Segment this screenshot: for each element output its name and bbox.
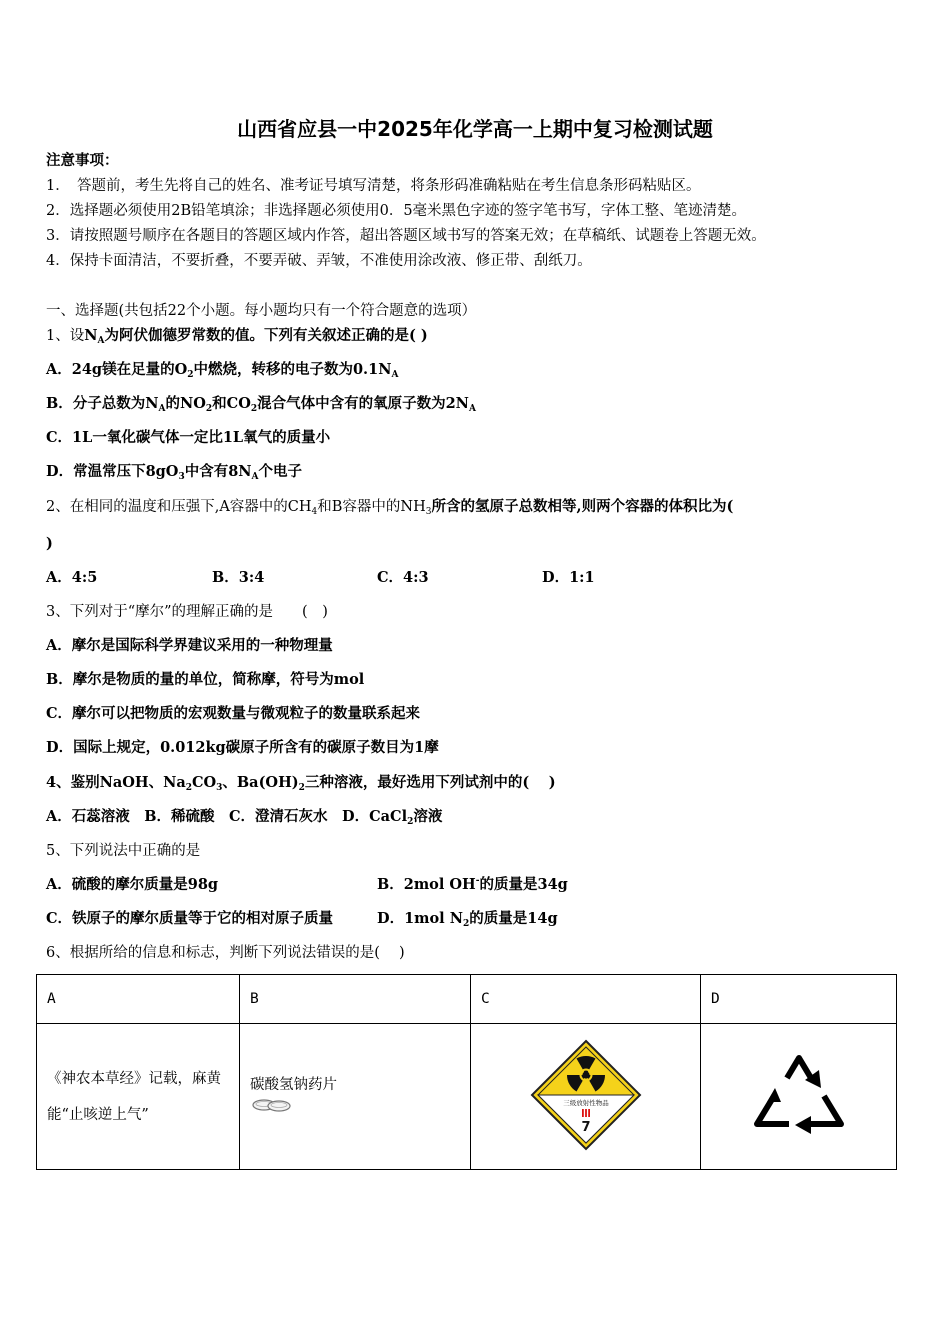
q5-stem: 5、下列说法中正确的是 bbox=[46, 843, 201, 859]
q1-option-c: C．1L一氧化碳气体一定比1L氧气的质量小 bbox=[46, 429, 331, 446]
q6-header-b: B bbox=[240, 975, 471, 1024]
q6-cell-b bbox=[240, 1024, 471, 1170]
q6-stem: 6、根据所给的信息和标志，判断下列说法错误的是( ) bbox=[46, 945, 405, 961]
q6-table-body-row bbox=[37, 1024, 897, 1170]
q6-cell-b-text: 碳酸氢钠药片 bbox=[250, 1077, 337, 1093]
q2-option-a: A．4:5 bbox=[46, 569, 98, 586]
recycle-icon bbox=[749, 1050, 849, 1140]
q5-option-c: C．铁原子的摩尔质量等于它的相对原子质量 bbox=[46, 910, 334, 927]
q2-stem: 2、在相同的温度和压强下,A容器中的$CH_4$和B容器中的$NH_3$所含的氢原子总数相等,则两个容器的体积比为( bbox=[46, 498, 734, 517]
q6-header-d: D bbox=[701, 975, 897, 1024]
q5-option-a: A．硫酸的摩尔质量是98g bbox=[46, 876, 219, 893]
q1-option-d: D．常温常压下$8gO_3$中含有$8N_A$个电子 bbox=[46, 463, 303, 482]
notice-item-4: 4．保持卡面清洁，不要折叠，不要弄破、弄皱，不准使用涂改液、修正带、刮纸刀。 bbox=[46, 253, 592, 269]
pills-icon bbox=[250, 1094, 294, 1116]
q5-option-d: D．1mol $N_2$的质量是14g bbox=[377, 910, 558, 929]
q1-stem: 1、设$N_A$为阿伏伽德罗常数的值。下列有关叙述正确的是( ) bbox=[46, 327, 428, 346]
q6-cell-a: 《神农本草经》记载，麻黄能“止咳逆上气” bbox=[37, 1024, 240, 1170]
notice-item-3: 3．请按照题号顺序在各题目的答题区域内作答，超出答题区域书写的答案无效；在草稿纸、试题卷上答题无效。 bbox=[46, 228, 766, 244]
q3-option-a: A．摩尔是国际科学界建议采用的一种物理量 bbox=[46, 637, 333, 654]
q4-options: A．石蕊溶液 B．稀硫酸 C．澄清石灰水 D．CaCl$_2$溶液 bbox=[46, 808, 443, 827]
hazard-sign-label: 三级放射性物品 bbox=[562, 1098, 609, 1107]
notice-item-2: 2．选择题必须使用2B铅笔填涂；非选择题必须使用0．5毫米黑色字迹的签字笔书写，字体工整、笔迹清楚。 bbox=[46, 203, 747, 219]
q2-option-b: B．3:4 bbox=[212, 569, 265, 586]
q6-cell-d bbox=[701, 1024, 897, 1170]
q3-option-d: D．国际上规定，0.012kg碳原子所含有的碳原子数目为1摩 bbox=[46, 739, 439, 756]
q1-option-a: A．24g镁在足量的$O_2$中燃烧，转移的电子数为$0.1N_A$ bbox=[46, 361, 399, 380]
q6-header-a: A bbox=[37, 975, 240, 1024]
q5-option-b: B．2mol OH-的质量是34g bbox=[377, 876, 568, 893]
q2-option-d: D．1:1 bbox=[542, 569, 595, 586]
q2-stem-cont: ) bbox=[46, 535, 53, 552]
q3-stem: 3、下列对于“摩尔”的理解正确的是 ( ) bbox=[46, 604, 328, 620]
radioactive-hazard-sign-icon bbox=[529, 1038, 643, 1152]
notice-heading: 注意事项： bbox=[46, 152, 119, 169]
hazard-class-number: 7 bbox=[580, 1119, 591, 1135]
q4-stem: 4、鉴别NaOH、$Na_2CO_3$、$Ba(OH)_2$三种溶液，最好选用下列试剂中的( ) bbox=[46, 774, 556, 793]
q1-option-b: B．分子总数为$N_A$的$NO_2$和$CO_2$混合气体中含有的氧原子数为$2N_A$ bbox=[46, 395, 476, 414]
q6-cell-c bbox=[471, 1024, 701, 1170]
q6-table bbox=[36, 974, 897, 1170]
q2-option-c: C．4:3 bbox=[377, 569, 429, 586]
notice-item-1: 1． 答题前，考生先将自己的姓名、准考证号填写清楚，将条形码准确粘贴在考生信息条形码粘贴区。 bbox=[46, 178, 701, 194]
section-heading: 一、选择题(共包括22个小题。每小题均只有一个符合题意的选项） bbox=[46, 303, 477, 319]
q3-option-c: C．摩尔可以把物质的宏观数量与微观粒子的数量联系起来 bbox=[46, 705, 421, 722]
q3-option-b: B．摩尔是物质的量的单位，简称摩，符号为mol bbox=[46, 671, 365, 688]
q6-header-c: C bbox=[471, 975, 701, 1024]
page-title: 山西省应县一中2025年化学高一上期中复习检测试题 bbox=[237, 117, 713, 141]
q6-table-header-row bbox=[37, 975, 897, 1024]
